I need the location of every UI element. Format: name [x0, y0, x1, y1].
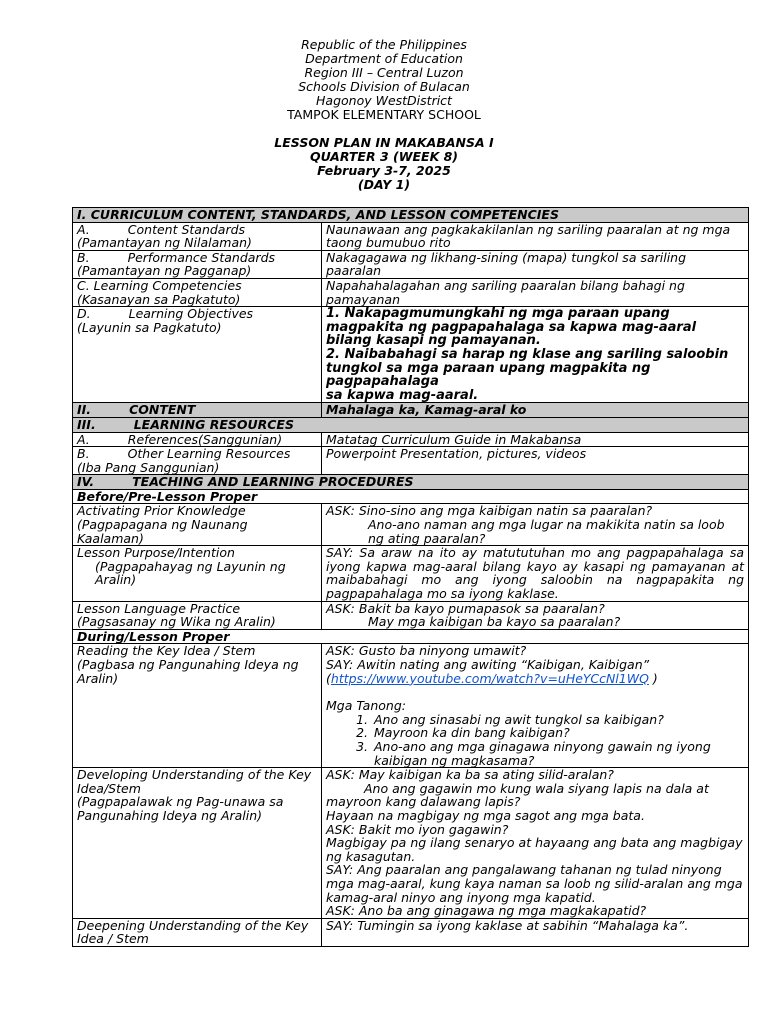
purpose-subtitle: (Pagpapahayag ng Layunin ng Aralin) — [95, 558, 286, 588]
content-standards-title: Content Standards — [127, 221, 246, 237]
apk-label — [73, 504, 322, 546]
questions-title: Mga Tanong: — [326, 698, 406, 714]
reading-title: Reading the Key Idea / Stem — [77, 643, 256, 659]
section-procedures-number: IV. — [77, 474, 95, 490]
content-standards-subtitle: (Pamantayan ng Nilalaman) — [77, 235, 252, 251]
list-item: 1. Ano ang sinasabi ng awit tungkol sa kaibigan? — [372, 713, 744, 727]
subsection-before-title: Before/Pre-Lesson Proper — [73, 489, 749, 504]
row-language-practice — [73, 601, 749, 629]
section-curriculum-title: I. CURRICULUM CONTENT, STANDARDS, AND LESSON COMPETENCIES — [73, 208, 749, 223]
school-header — [0, 38, 768, 122]
section-content-title: CONTENT — [129, 402, 196, 418]
developing-ask-2: Ano ang gagawin mo kung wala siyang lapis na dala at mayroon kang dalawang lapis? — [326, 780, 709, 810]
purpose-value: SAY: Sa araw na ito ay matututuhan mo ang pagpapahalaga sa iyong kapwa mag-aaral bilang kayo ay kasapi ng pamayanan at maibabahagi mo ang iyong saloobin na nagpapakita ng pagpapahalaga mo sa iyong kaklase. — [322, 546, 749, 601]
title-quarter: QUARTER 3 (WEEK 8) — [309, 149, 459, 164]
other-resources-value: Powerpoint Presentation, pictures, videos — [322, 447, 749, 475]
title-subject: LESSON PLAN IN MAKABANSA I — [274, 135, 494, 150]
reading-link-line — [326, 672, 744, 686]
deepening-label: Deepening Understanding of the Key Idea / Stem — [73, 918, 322, 946]
reading-subtitle: (Pagbasa ng Pangunahing Ideya ng Aralin) — [77, 657, 299, 686]
subsection-before — [73, 489, 749, 504]
learning-objectives-label — [73, 307, 322, 403]
developing-subtitle: (Pagpapalawak ng Pag-unawa sa Pangunahing Ideya ng Aralin) — [77, 794, 284, 823]
purpose-title: Lesson Purpose/Intention — [77, 545, 235, 561]
practice-subtitle: (Pagsasanay ng Wika ng Aralin) — [77, 614, 276, 630]
practice-question-2: May mga kaibigan ba kayo sa paaralan? — [368, 614, 621, 630]
apk-value — [322, 504, 749, 546]
reading-ask: ASK: Gusto ba ninyong umawit? — [326, 643, 527, 659]
purpose-label — [73, 546, 322, 601]
row-learning-competencies — [73, 278, 749, 306]
learning-competencies-label — [73, 278, 322, 306]
section-resources-number: III. — [77, 416, 96, 432]
objective-1: 1. Nakapagmumungkahi ng mga paraan upang magpakita ng pagpapahalaga sa kapwa mag-aaral bilang kasapi ng pamayanan. — [326, 306, 697, 349]
row-performance-standards — [73, 250, 749, 278]
developing-label — [73, 768, 322, 919]
section-content-number: II. — [77, 402, 92, 418]
practice-question-1: ASK: Bakit ba kayo pumapasok sa paaralan? — [326, 600, 605, 616]
developing-note-1: Hayaan na magbigay ng mga sagot ang mga bata. — [326, 807, 645, 823]
reading-label — [73, 644, 322, 768]
performance-standards-subtitle: (Pamantayan ng Pagganap) — [77, 263, 252, 279]
objective-2b: tungkol sa mga paraan upang magpakita ng pagpapahalaga — [326, 360, 651, 390]
subsection-during-title: During/Lesson Proper — [73, 629, 749, 644]
reading-say: SAY: Awitin nating ang awiting “Kaibigan, Kaibigan” — [326, 657, 650, 672]
row-references — [73, 432, 749, 447]
developing-value — [322, 768, 749, 919]
lesson-plan-table — [72, 207, 749, 947]
link-open-paren: ( — [326, 670, 331, 686]
performance-standards-value: Nakagagawa ng likhang-sining (mapa) tungkol sa sariling paaralan — [322, 250, 749, 278]
content-standards-label — [73, 222, 322, 250]
row-deepening-understanding — [73, 918, 749, 946]
performance-standards-label — [73, 250, 322, 278]
references-title: References(Sanggunian) — [127, 431, 283, 447]
references-label — [73, 432, 322, 447]
other-resources-label — [73, 447, 322, 475]
other-resources-letter: B. — [77, 446, 90, 462]
row-reading-key-idea — [73, 644, 749, 768]
learning-objectives-letter: D. — [77, 306, 91, 322]
section-content-label — [73, 403, 322, 418]
references-letter: A. — [77, 431, 90, 447]
content-standards-value: Naunawaan ang pagkakakilanlan ng sariling paaralan at ng mga taong bumubuo rito — [322, 222, 749, 250]
subsection-during — [73, 629, 749, 644]
header-department: Department of Education — [305, 51, 463, 66]
practice-title: Lesson Language Practice — [77, 600, 241, 616]
learning-competencies-title: C. Learning Competencies — [77, 277, 242, 293]
section-resources-label — [73, 417, 749, 432]
row-other-resources — [73, 447, 749, 475]
section-content — [73, 403, 749, 418]
objective-2c: sa kapwa mag-aaral. — [326, 387, 479, 403]
header-region: Region III – Central Luzon — [304, 65, 464, 80]
practice-label — [73, 601, 322, 629]
title-date: February 3-7, 2025 — [317, 163, 451, 178]
list-item: 2. Mayroon ka din bang kaibigan? — [372, 726, 744, 740]
section-procedures — [73, 475, 749, 490]
apk-title: Activating Prior Knowledge — [77, 503, 246, 519]
section-content-value: Mahalaga ka, Kamag-aral ko — [322, 403, 749, 418]
apk-question-1: ASK: Sino-sino ang mga kaibigan natin sa paaralan? — [326, 503, 653, 519]
learning-competencies-value: Napahahalagahan ang sariling paaralan bilang bahagi ng pamayanan — [322, 278, 749, 306]
row-lesson-purpose — [73, 546, 749, 601]
learning-competencies-subtitle: (Kasanayan sa Pagkatuto) — [77, 291, 241, 307]
learning-objectives-title: Learning Objectives — [128, 306, 254, 322]
other-resources-subtitle: (Iba Pang Sanggunian) — [77, 459, 220, 475]
learning-objectives-value — [322, 307, 749, 403]
performance-standards-title: Performance Standards — [127, 249, 276, 265]
song-video-link[interactable]: https://www.youtube.com/watch?v=uHeYCcNl1WQ — [330, 670, 649, 686]
objective-2a: 2. Naibabahagi sa harap ng klase ang sariling saloobin — [326, 346, 729, 362]
section-resources-title: LEARNING RESOURCES — [133, 416, 294, 432]
reading-value — [322, 644, 749, 768]
row-activating-prior-knowledge — [73, 504, 749, 546]
apk-subtitle: (Pagpapagana ng Naunang Kaalaman) — [77, 517, 248, 546]
developing-note-2: Magbigay pa ng ilang senaryo at hayaang ang bata ang magbigay ng kasagutan. — [326, 835, 743, 864]
learning-objectives-subtitle: (Layunin sa Pagkatuto) — [77, 319, 222, 335]
section-procedures-title: TEACHING AND LEARNING PROCEDURES — [132, 474, 414, 490]
developing-ask-4: ASK: Ano ba ang ginagawa ng mga magkakapatid? — [326, 903, 647, 919]
other-resources-title: Other Learning Resources — [127, 446, 291, 462]
section-curriculum — [73, 208, 749, 223]
lesson-title — [0, 136, 768, 192]
header-school: TAMPOK ELEMENTARY SCHOOL — [287, 107, 481, 122]
header-republic: Republic of the Philippines — [301, 37, 467, 52]
row-content-standards — [73, 222, 749, 250]
developing-ask-1: ASK: May kaibigan ka ba sa ating silid-aralan? — [326, 767, 614, 783]
developing-title: Developing Understanding of the Key Idea/Stem — [77, 767, 312, 796]
developing-ask-3: ASK: Bakit mo iyon gagawin? — [326, 821, 509, 837]
references-value: Matatag Curriculum Guide in Makabansa — [322, 432, 749, 447]
questions-list — [326, 713, 744, 767]
deepening-value: SAY: Tumingin sa iyong kaklase at sabihin “Mahalaga ka”. — [322, 918, 749, 946]
section-resources — [73, 417, 749, 432]
header-division: Schools Division of Bulacan — [298, 79, 470, 94]
content-standards-letter: A. — [77, 221, 90, 237]
header-district: Hagonoy WestDistrict — [316, 93, 452, 108]
row-developing-understanding — [73, 768, 749, 919]
performance-standards-letter: B. — [77, 249, 90, 265]
title-day: (DAY 1) — [357, 177, 411, 192]
link-close-paren: ) — [648, 670, 658, 686]
section-procedures-label — [73, 475, 749, 490]
list-item: 3. Ano-ano ang mga ginagawa ninyong gawain ng iyong kaibigan ng magkasama? — [372, 740, 744, 767]
row-learning-objectives — [73, 307, 749, 403]
practice-value — [322, 601, 749, 629]
apk-question-2: Ano-ano naman ang mga lugar na makikita natin sa loob ng ating paaralan? — [368, 517, 725, 546]
developing-say: SAY: Ang paaralan ang pangalawang tahanan ng tulad ninyong mga mag-aaral, kung kaya naman sa loob ng silid-aralan ang mga kamag-aral ninyo ang inyong mga kapatid. — [326, 862, 743, 905]
